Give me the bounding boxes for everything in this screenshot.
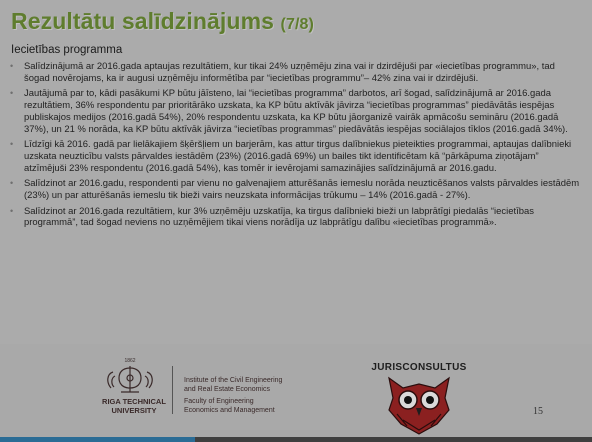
bullet-marker: • — [10, 61, 14, 71]
bullet-text: Salīdzinot ar 2016.gadu, respondenti par vienu no galvenajiem atturēšanās iemeslu norāda neuzticēšanos valsts pārvaldes iestādēm (23%) un par atturēšanās iemeslu tik bieži vairs neuzskata informācijas trūkumu – 14% (2016.gadā - 27%). — [24, 178, 580, 202]
bullet-marker: • — [10, 139, 14, 150]
bullet-item — [9, 206, 581, 229]
page-number: 15 — [533, 406, 543, 417]
bullet-text: Salīdzinājumā ar 2016.gada aptaujas rezultātiem, kur tikai 24% uzņēmēju zina vai ir dzirdējuši par «iecietības programmu», tad šogad novērojams, ka ir augusi uzņēmēju informētība par “iecietības programmu”– 42% zina vai ir dzirdējuši. — [24, 61, 555, 84]
bullet-text: Līdzīgi kā 2016. gadā par lielākajiem šķēršļiem un barjerām, kas attur tirgus dalībniekus pieteikties programmai, aptaujas dalībnieki uzskata neuzticību valsts pārvaldes iestādēm (23%) (2016.gadā 69%) un bailes tikt identificētam kā “pārkāpuma ziņotājam” atzīmējuši 23% respondentu (2016.gadā 54%), kas tomēr ir ievērojami samazinājies salīdzinājumā ar 2016.gadu. — [24, 139, 572, 174]
institute-text — [184, 377, 344, 415]
slide-title — [11, 8, 314, 35]
rtu-name — [99, 397, 169, 415]
bullet-marker: • — [10, 88, 14, 99]
bullet-text: Salīdzinot ar 2016.gada rezultātiem, kur 3% uzņēmēju uzskatīja, ka tirgus dalībnieki bieži un labprātīgi piedalās “iecietības programmā”, tad šogad neviens no uzņēmējiem tikai viens norādīja uz labprātīgu dalību «iecietības programmā». — [24, 205, 534, 229]
bullet-item — [9, 139, 581, 174]
institute-line2: and Real Estate Economics — [184, 385, 270, 393]
faculty-line1: Faculty of Engineering — [184, 398, 254, 405]
bottom-accent-bar — [0, 437, 195, 442]
institute-line1: Institute of the Civil Engineering — [184, 377, 283, 384]
bullet-list — [9, 61, 581, 233]
faculty-line2: Economics and Management — [184, 406, 275, 414]
rtu-emblem-icon — [103, 362, 157, 396]
bullet-marker: • — [10, 205, 14, 216]
rtu-name-line2: UNIVERSITY — [111, 406, 157, 415]
bottom-strip — [0, 437, 592, 442]
bullet-marker: • — [10, 178, 14, 189]
slide-title-text: Rezultātu salīdzinājums — [11, 8, 275, 34]
slide-title-counter: (7/8) — [280, 16, 314, 33]
partner-name: JURISCONSULTUS — [371, 362, 467, 373]
bullet-item — [9, 88, 581, 135]
owl-logo-icon — [383, 376, 455, 436]
bullet-text: Jautājumā par to, kādi pasākumi KP būtu jāīsteno, lai “iecietības programma” darbotos, arī šogad, salīdzinājumā ar 2016.gada rezultātiem, 36% respondentu par prioritārāko uzskata, ka KP būtu aktīvāk jāvirza “iecietības programmas” piedāvātās iespējas publiskajos medijos (2016.gadā 54%), 20% respondentu uzskata, ka KP būtu jāorganizē vairāk apmācošu semināru (2016.gadā 37%), un 21 % norāda, ka KP būtu aktīvāk jāvirza “iecietības programmas” piedāvātās iespējas sociālajos tīklos (2016.gadā 34%). — [24, 88, 568, 135]
section-heading: Iecietības programma — [11, 44, 123, 56]
bullet-item — [9, 61, 581, 84]
rtu-name-line1: RIGA TECHNICAL — [102, 397, 166, 406]
bullet-item — [9, 178, 581, 201]
footer-divider — [172, 366, 173, 414]
rtu-year: 1862 — [124, 358, 136, 364]
